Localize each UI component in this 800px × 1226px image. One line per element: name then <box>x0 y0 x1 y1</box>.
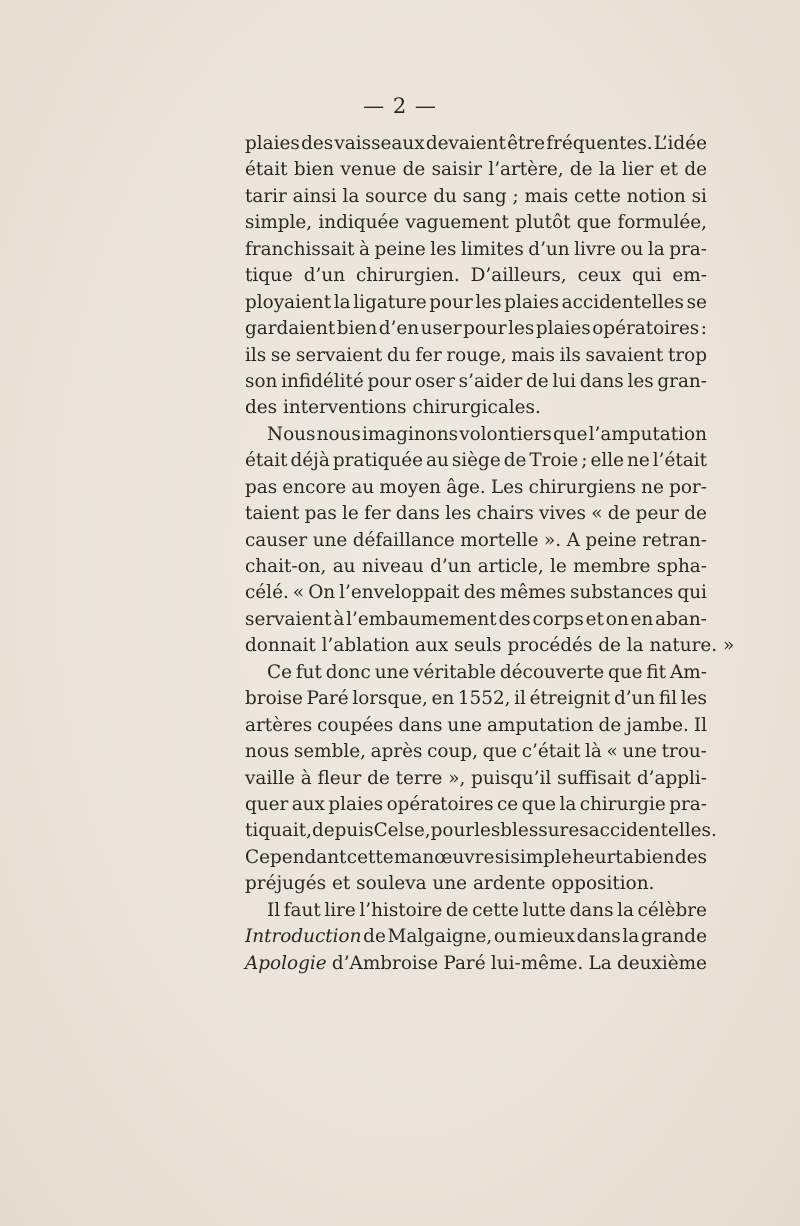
text-line: tiquait, depuis Celse, pour les blessures accidentelles. <box>245 820 717 842</box>
text-line: artères coupées dans une amputation de jambe. Il <box>245 714 707 736</box>
text-line: tique d’un chirurgien. D’ailleurs, ceux qui em- <box>245 265 707 287</box>
text-line: donnait l’ablation aux seuls procédés de la nature. » <box>245 635 735 657</box>
page-number: — 2 — <box>363 94 437 118</box>
text-line: ils se servaient du fer rouge, mais ils savaient trop <box>245 344 707 366</box>
text-line: était bien venue de saisir l’artère, de la lier et de <box>245 159 707 181</box>
text-line: nous semble, après coup, que c’était là « une trou- <box>245 741 707 763</box>
text-line: son infidélité pour oser s’aider de lui dans les gran- <box>245 370 707 392</box>
text-line: Ce fut donc une véritable découverte que fit Am- <box>267 661 707 683</box>
text-line: pas encore au moyen âge. Les chirurgiens ne por- <box>245 476 707 498</box>
text-line: Introduction de Malgaigne, ou mieux dans la grande <box>245 924 707 950</box>
text-line: préjugés et souleva une ardente opposition. <box>245 873 655 895</box>
text-line: Apologie d’Ambroise Paré lui-même. La deuxième <box>245 951 707 977</box>
text-line: chait-on, au niveau d’un article, le membre spha- <box>245 556 707 577</box>
text-line: Nous nous imaginons volontiers que l’amputation <box>267 423 707 445</box>
text-line: plaies des vaisseaux devaient être fréquentes. L’idée <box>245 133 707 154</box>
text-line: taient pas le fer dans les chairs vives « de peur de <box>245 503 707 525</box>
text-line: tarir ainsi la source du sang ; mais cette notion si <box>245 185 707 207</box>
text-line: ployaient la ligature pour les plaies accidentelles se <box>245 291 707 313</box>
text-line: des interventions chirurgicales. <box>245 397 541 419</box>
italic-title: Apologie <box>245 952 327 974</box>
text-line: servaient à l’embaumement des corps et on en aban- <box>245 608 707 630</box>
text-line: causer une défaillance mortelle ». A peine retran- <box>245 529 707 551</box>
body-text <box>245 131 735 977</box>
text-line: franchissait à peine les limites d’un livre ou la pra- <box>245 238 707 260</box>
text-line: Cependant cette manœuvre si simple heurta bien des <box>245 846 707 868</box>
text-line: était déjà pratiquée au siège de Troie ; elle ne l’était <box>245 450 707 472</box>
text-line: broise Paré lorsque, en 1552, il étreignit d’un fil les <box>245 688 707 710</box>
text-line: vaille à fleur de terre », puisqu’il suffisait d’appli- <box>245 767 707 789</box>
text-line: gardaient bien d’en user pour les plaies opératoires : <box>245 318 707 340</box>
text-line: Il faut lire l’histoire de cette lutte dans la célèbre <box>267 899 707 921</box>
text-line: célé. « On l’enveloppait des mêmes substances qui <box>245 582 707 604</box>
text-line: quer aux plaies opératoires ce que la chirurgie pra- <box>245 793 707 815</box>
italic-title: Introduction <box>245 926 362 948</box>
text-line: simple, indiquée vaguement plutôt que formulée, <box>245 212 707 234</box>
